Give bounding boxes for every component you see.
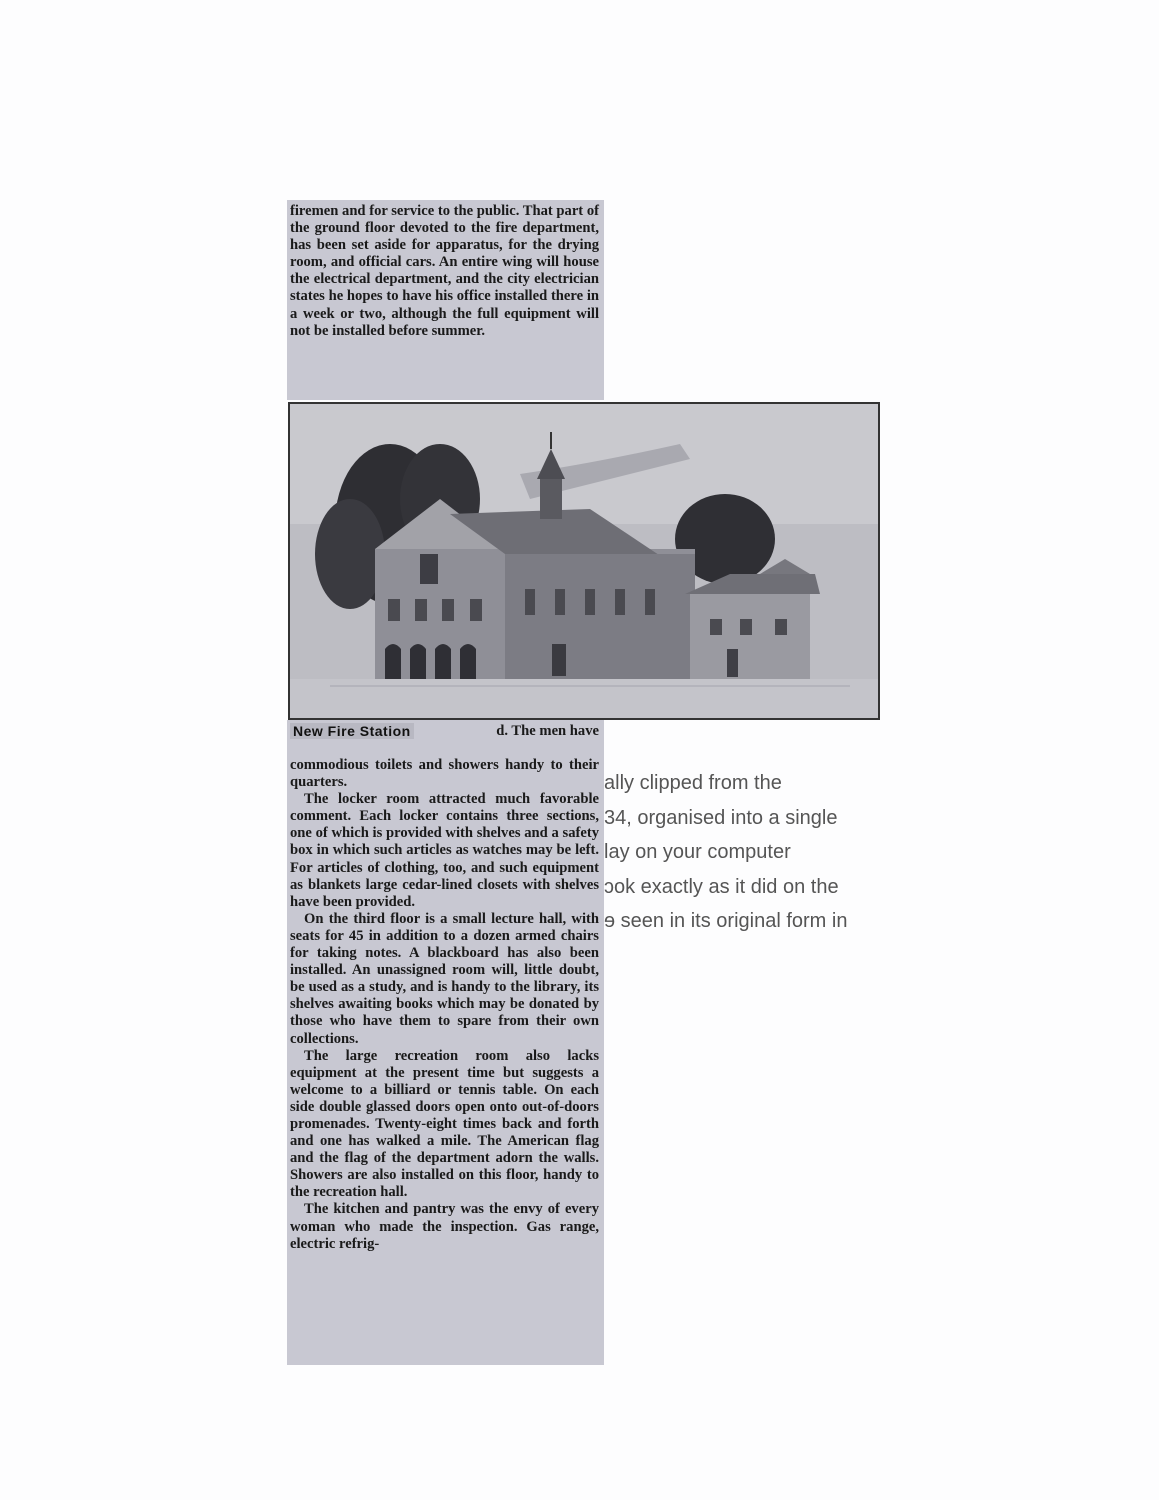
overlay-line: lay on your computer <box>604 841 791 863</box>
clipping-top-text <box>287 200 604 340</box>
paragraph: The kitchen and pantry was the envy of every woman who made the inspection. Gas range, electric refrig- <box>290 1201 599 1252</box>
clipping-bottom-text <box>287 720 604 1253</box>
paragraph: commodious toilets and showers handy to their quarters. <box>290 757 599 791</box>
clipping-top <box>287 200 604 400</box>
fire-station-illustration <box>290 404 878 718</box>
overlay-line: 34, organised into a single <box>604 806 838 829</box>
overlay-line: ally clipped from the <box>604 772 782 794</box>
caption-line <box>290 723 599 757</box>
overlay-line: ɘ seen in its original form in <box>604 910 848 932</box>
first-line-tail: d. The men have <box>496 723 599 739</box>
overlay-line: ɔok exactly as it did on the <box>604 875 839 898</box>
paragraph: The large recreation room also lacks equipment at the present time but suggests a welcome to a billiard or tennis table. On each side double glassed doors open onto out-of-doors promenades. Twenty-eight times back and forth and one has walked a mile. The American flag and the flag of the department adorn the walls. Showers are also installed on this floor, handy to the recreation hall. <box>290 1047 599 1201</box>
photo-caption: New Fire Station <box>290 723 414 739</box>
clipping-bottom <box>287 720 604 1365</box>
paragraph: The locker room attracted much favorable comment. Each locker contains three sections, one of which is provided with shelves and a safety box in which such articles as watches may be left. For articles of clothing, too, and such equipment as blankets large cedar-lined closets with shelves have been provided. <box>290 791 599 910</box>
fire-station-photo <box>288 402 880 720</box>
paragraph: firemen and for service to the public. That part of the ground floor devoted to the fire department, has been set aside for apparatus, for the drying room, and official cars. An entire wing will house the electrical department, and the city electrician states he hopes to have his office installed there in a week or two, although the full equipment will not be installed before summer. <box>290 203 599 339</box>
paragraph: On the third floor is a small lecture hall, with seats for 45 in addition to a dozen armed chairs for taking notes. A blackboard has also been installed. An unassigned room will, little doubt, be used as a study, and is handy to the library, its shelves awaiting books which may be donated by those who have them to spare from their own collections. <box>290 910 599 1047</box>
overlay-text <box>604 766 904 939</box>
